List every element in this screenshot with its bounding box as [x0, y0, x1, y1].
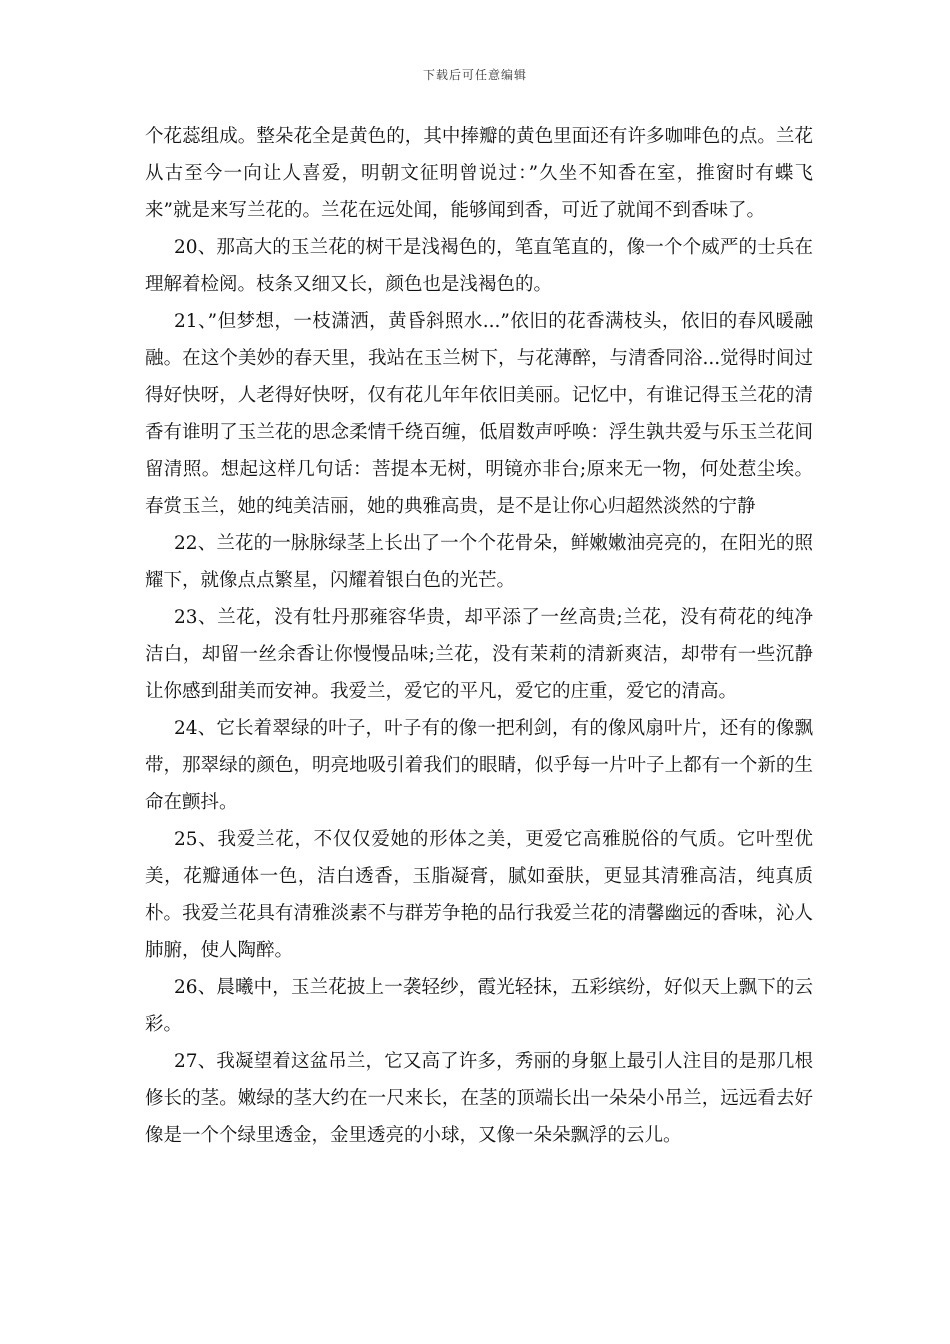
paragraph-27: 27、我凝望着这盆吊兰，它又高了许多，秀丽的身躯上最引人注目的是那几根修长的茎。嫩绿的茎大约在一尺来长，在茎的顶端长出一朵朵小吊兰，远远看去好像是一个个绿里透金，金里透亮的小球，又像一朵朵飘浮的云儿。	[145, 1051, 813, 1146]
paragraph-26: 26、晨曦中，玉兰花披上一袭轻纱，霞光轻抹，五彩缤纷，好似天上飘下的云彩。	[145, 977, 813, 1035]
paragraph-21: 21、”但梦想，一枝潇洒，黄昏斜照水...”依旧的花香满枝头，依旧的春风暖融融。在这个美妙的春天里，我站在玉兰树下，与花薄醉，与清香同浴...觉得时间过得好快呀，人老得好快呀，仅有花儿年年依旧美丽。记忆中，有谁记得玉兰花的清香有谁明了玉兰花的思念柔情千绕百缠，低眉数声呼唤：浮生孰共爱与乐玉兰花间留清照。想起这样几句话：菩提本无树，明镜亦非台;原来无一物，何处惹尘埃。春赏玉兰，她的纯美洁丽，她的典雅高贵，是不是让你心归超然淡然的宁静	[145, 311, 813, 517]
paragraph-22: 22、兰花的一脉脉绿茎上长出了一个个花骨朵，鲜嫩嫩油亮亮的，在阳光的照耀下，就像点点繁星，闪耀着银白色的光芒。	[145, 533, 813, 591]
paragraph-25: 25、我爱兰花，不仅仅爱她的形体之美，更爱它高雅脱俗的气质。它叶型优美，花瓣通体一色，洁白透香，玉脂凝膏，腻如蚕肤，更显其清雅高洁，纯真质朴。我爱兰花具有清雅淡素不与群芳争艳的品行我爱兰花的清馨幽远的香味，沁人肺腑，使人陶醉。	[145, 829, 813, 961]
paragraph-23: 23、兰花，没有牡丹那雍容华贵，却平添了一丝高贵;兰花，没有荷花的纯净洁白，却留一丝余香让你慢慢品味;兰花，没有茉莉的清新爽洁，却带有一些沉静让你感到甜美而安神。我爱兰，爱它的平凡，爱它的庄重，爱它的清高。	[145, 607, 813, 702]
paragraph-20: 20、那高大的玉兰花的树干是浅褐色的，笔直笔直的，像一个个威严的士兵在理解着检阅。枝条又细又长，颜色也是浅褐色的。	[145, 237, 813, 295]
document-body	[145, 118, 813, 1154]
paragraph-24: 24、它长着翠绿的叶子，叶子有的像一把利剑，有的像风扇叶片，还有的像飘带，那翠绿的颜色，明亮地吸引着我们的眼睛，似乎每一片叶子上都有一个新的生命在颤抖。	[145, 718, 813, 813]
page-header: 下载后可任意编辑	[422, 68, 527, 82]
paragraph-continuation: 个花蕊组成。整朵花全是黄色的，其中捧瓣的黄色里面还有许多咖啡色的点。兰花从古至今一向让人喜爱，明朝文征明曾说过：”久坐不知香在室，推窗时有蝶飞来”就是来写兰花的。兰花在远处闻，能够闻到香，可近了就闻不到香味了。	[145, 126, 813, 221]
